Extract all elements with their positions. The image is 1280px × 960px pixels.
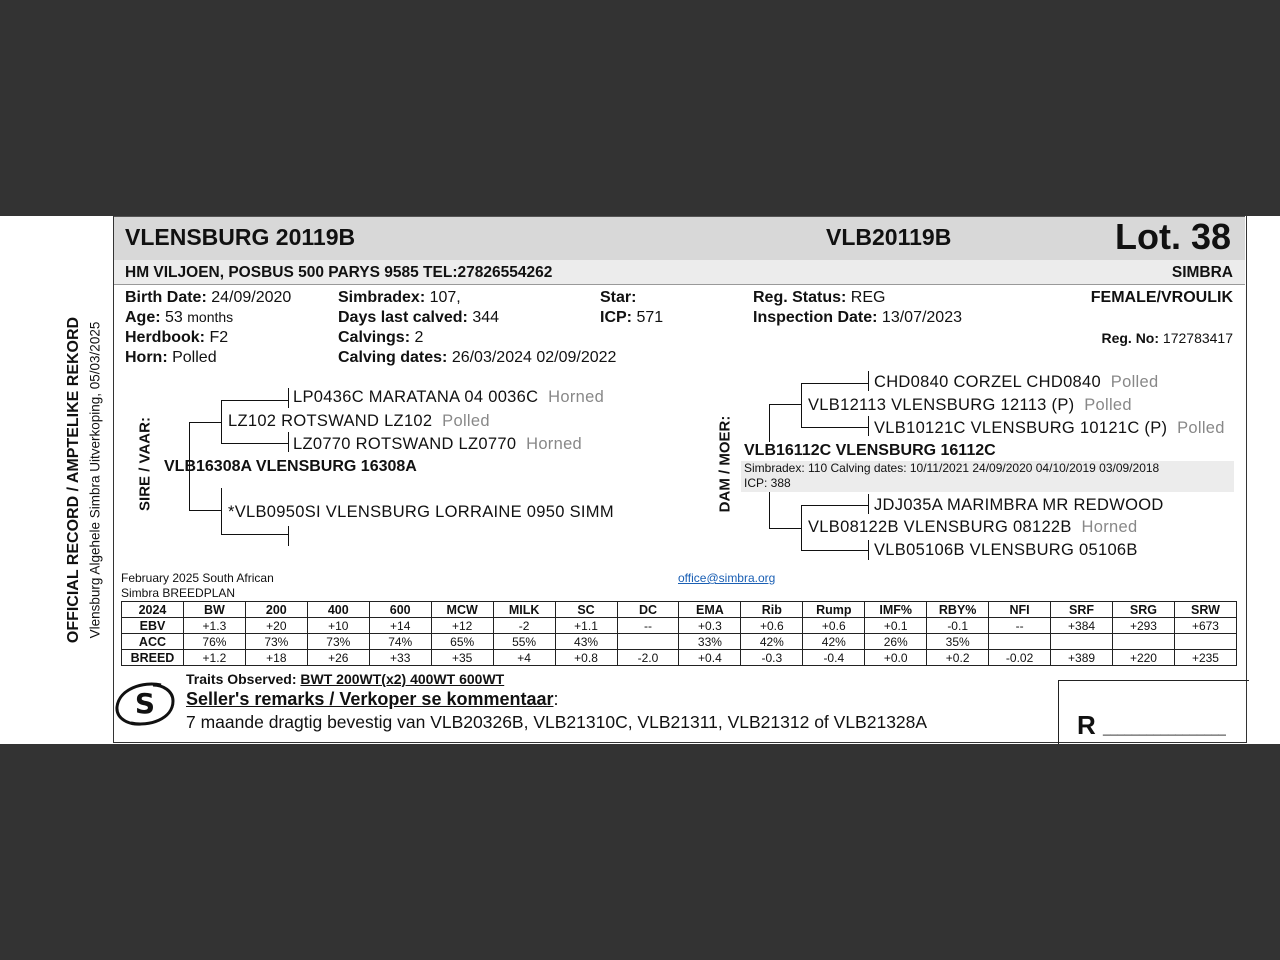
dam-info-box: [741, 461, 1234, 492]
horn: Horn: Polled: [125, 349, 217, 366]
svg-text:S: S: [134, 687, 156, 720]
dam-name: VLB16112C VLENSBURG 16112C: [744, 442, 996, 459]
birth-date: Birth Date: 24/09/2020: [125, 289, 292, 306]
ebv-cell: +1.3: [183, 618, 245, 634]
ebv-cell: +0.0: [865, 650, 927, 666]
ebv-cell: +1.1: [555, 618, 617, 634]
ebv-cell: -0.1: [927, 618, 989, 634]
ebv-cell: +4: [493, 650, 555, 666]
ebv-cell: 73%: [245, 634, 307, 650]
ebv-header-cell: 400: [307, 602, 369, 618]
breeder-info: HM VILJOEN, POSBUS 500 PARYS 9585 TEL:27826554262: [125, 264, 553, 281]
ebv-cell: 43%: [555, 634, 617, 650]
ebv-header-cell: Rump: [803, 602, 865, 618]
ebv-cell: [1051, 634, 1113, 650]
sire-sire-bracket: [221, 400, 222, 444]
ebv-cell: +35: [431, 650, 493, 666]
ebv-header-cell: 2024: [122, 602, 184, 618]
ebv-cell: +33: [369, 650, 431, 666]
ebv-header-cell: NFI: [989, 602, 1051, 618]
sire-dam-bracket: [221, 488, 222, 534]
dam-sire-sire: CHD0840 CORZEL CHD0840 Polled: [874, 373, 1159, 391]
inspection-date: Inspection Date: 13/07/2023: [753, 309, 962, 326]
ebv-cell: [617, 634, 679, 650]
reg-no: Reg. No: 172783417: [1101, 330, 1233, 346]
ebv-source: February 2025 South African Simbra BREEDPLAN: [121, 571, 274, 600]
ebv-header-cell: IMF%: [865, 602, 927, 618]
icp: ICP: 571: [600, 309, 664, 326]
ebv-header-cell: MCW: [431, 602, 493, 618]
ebv-row-label: EBV: [122, 618, 184, 634]
ebv-header-cell: MILK: [493, 602, 555, 618]
sex: FEMALE/VROULIK: [1090, 289, 1233, 306]
age: Age: 53 months: [125, 309, 234, 326]
star: Star:: [600, 289, 637, 306]
lot-number: Lot. 38: [1115, 216, 1232, 257]
sire-sire: LZ102 ROTSWAND LZ102 Polled: [228, 412, 490, 430]
ebv-header-cell: BW: [183, 602, 245, 618]
official-record-label: OFFICIAL RECORD / AMPTELIKE REKORD: [65, 316, 82, 644]
ebv-cell: +293: [1113, 618, 1175, 634]
ebv-header-cell: 200: [245, 602, 307, 618]
email-link[interactable]: office@simbra.org: [678, 571, 776, 585]
ebv-row-acc: [122, 634, 1237, 650]
ebv-cell: 65%: [431, 634, 493, 650]
ebv-cell: +0.6: [741, 618, 803, 634]
ebv-cell: 33%: [679, 634, 741, 650]
ebv-row-label: BREED: [122, 650, 184, 666]
dam-top-bracket: [769, 404, 770, 442]
sire-label: SIRE / VAAR:: [136, 417, 154, 511]
ebv-cell: +0.6: [803, 618, 865, 634]
herdbook: Herdbook: F2: [125, 329, 229, 346]
ebv-cell: +20: [245, 618, 307, 634]
sire-dam: *VLB0950SI VLENSBURG LORRAINE 0950 SIMM: [228, 503, 614, 521]
days-last-calved: Days last calved: 344: [338, 309, 500, 326]
dam-info-line1: Simbradex: 110 Calving dates: 10/11/2021 24/09/2020 04/10/2019 03/09/2018: [744, 461, 1160, 475]
ebv-header-cell: SRW: [1174, 602, 1236, 618]
ebv-cell: +14: [369, 618, 431, 634]
dam-info-line2: ICP: 388: [744, 476, 791, 490]
ebv-header-row: [122, 602, 1237, 618]
ebv-cell: 74%: [369, 634, 431, 650]
animal-name: VLENSBURG 20119B: [125, 224, 356, 250]
ebv-row-label: ACC: [122, 634, 184, 650]
ebv-cell: +384: [1051, 618, 1113, 634]
dam-sire: VLB12113 VLENSBURG 12113 (P) Polled: [808, 396, 1132, 414]
ebv-cell: +0.1: [865, 618, 927, 634]
ebv-cell: +235: [1174, 650, 1236, 666]
ebv-cell: +673: [1174, 618, 1236, 634]
ebv-row-breed: [122, 650, 1237, 666]
dam-dam-sire: JDJ035A MARIMBRA MR REDWOOD: [874, 496, 1164, 514]
ebv-cell: +1.2: [183, 650, 245, 666]
calvings: Calvings: 2: [338, 329, 424, 346]
ebv-cell: --: [617, 618, 679, 634]
ebv-header-cell: SRG: [1113, 602, 1175, 618]
ebv-cell: +0.2: [927, 650, 989, 666]
ebv-cell: 55%: [493, 634, 555, 650]
ebv-cell: +26: [307, 650, 369, 666]
ebv-cell: +10: [307, 618, 369, 634]
breed: SIMBRA: [1171, 264, 1233, 281]
ebv-cell: +220: [1113, 650, 1175, 666]
ebv-header-cell: Rib: [741, 602, 803, 618]
dam-dam: VLB08122B VLENSBURG 08122B Horned: [808, 518, 1138, 536]
ebv-cell: 42%: [741, 634, 803, 650]
ebv-header-cell: 600: [369, 602, 431, 618]
sire-name: VLB16308A VLENSBURG 16308A: [164, 458, 417, 475]
ebv-header-cell: RBY%: [927, 602, 989, 618]
sire-sire-dam: LZ0770 ROTSWAND LZ0770 Horned: [293, 435, 583, 453]
auction-label: Vlensburg Algehele Simbra Uitverkoping, 05/03/2025: [87, 321, 103, 639]
sire-sire-sire: LP0436C MARATANA 04 0036C Horned: [293, 388, 605, 406]
ebv-row-ebv: [122, 618, 1237, 634]
traits-observed: Traits Observed: BWT 200WT(x2) 400WT 600WT: [186, 671, 505, 687]
ebv-cell: -2: [493, 618, 555, 634]
ebv-cell: [1113, 634, 1175, 650]
ebv-header-cell: EMA: [679, 602, 741, 618]
remarks-heading: Seller's remarks / Verkoper se kommentaar:: [186, 689, 559, 709]
ebv-cell: --: [989, 618, 1051, 634]
ebv-cell: -0.02: [989, 650, 1051, 666]
ebv-cell: +12: [431, 618, 493, 634]
ebv-cell: [989, 634, 1051, 650]
price-label: R: [1077, 710, 1096, 740]
ebv-cell: +0.3: [679, 618, 741, 634]
dam-label: DAM / MOER:: [716, 415, 734, 513]
remarks-text: 7 maande dragtig bevestig van VLB20326B, VLB21310C, VLB21311, VLB21312 of VLB21328A: [186, 712, 928, 732]
dam-dam-dam: VLB05106B VLENSBURG 05106B: [874, 541, 1138, 559]
dam-bottom-bracket: [769, 492, 770, 528]
ebv-cell: 42%: [803, 634, 865, 650]
ebv-cell: 76%: [183, 634, 245, 650]
dam-sire-dam: VLB10121C VLENSBURG 10121C (P) Polled: [874, 419, 1225, 437]
price-field[interactable]: _________________: [1103, 721, 1226, 736]
ebv-table: [121, 601, 1237, 666]
simbradex: Simbradex: 107,: [338, 289, 461, 306]
ebv-cell: 26%: [865, 634, 927, 650]
lot-card: [0, 216, 1280, 744]
ebv-cell: -0.4: [803, 650, 865, 666]
ebv-header-cell: SC: [555, 602, 617, 618]
ebv-cell: 73%: [307, 634, 369, 650]
ebv-cell: -2.0: [617, 650, 679, 666]
ebv-cell: +18: [245, 650, 307, 666]
ebv-cell: [1174, 634, 1236, 650]
ebv-header-cell: SRF: [1051, 602, 1113, 618]
reg-status: Reg. Status: REG: [753, 289, 886, 306]
simbra-logo-icon: [113, 679, 177, 729]
ebv-cell: 35%: [927, 634, 989, 650]
ebv-cell: +389: [1051, 650, 1113, 666]
animal-id: VLB20119B: [826, 224, 952, 250]
calving-dates: Calving dates: 26/03/2024 02/09/2022: [338, 349, 617, 366]
ebv-cell: -0.3: [741, 650, 803, 666]
ebv-cell: +0.8: [555, 650, 617, 666]
ebv-header-cell: DC: [617, 602, 679, 618]
ebv-cell: +0.4: [679, 650, 741, 666]
